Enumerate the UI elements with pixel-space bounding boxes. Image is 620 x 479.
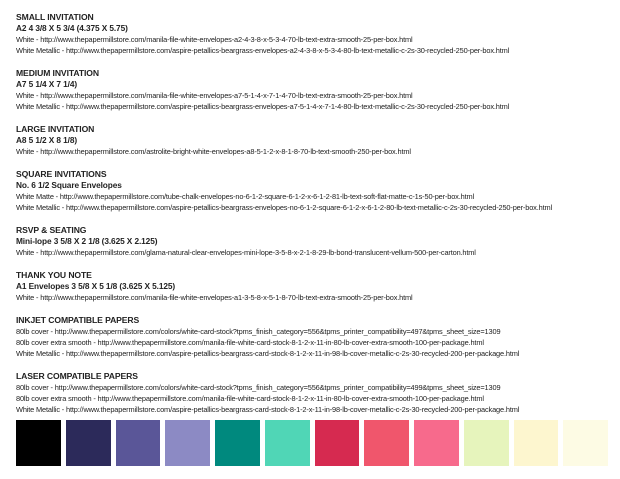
link-line[interactable]: 80lb cover - http://www.thepapermillstore.com/colors/white-card-stock?tpms_finish_category=556&tpms_printer_compatibility=497&tpms_sheet_size=1309 — [16, 327, 501, 336]
link-line[interactable]: White - http://www.thepapermillstore.com/manila-file-white-envelopes-a7-5-1-4-x-7-1-4-70-lb-text-extra-smooth-25-per-box.html — [16, 91, 413, 100]
link-line[interactable]: White Metallic - http://www.thepapermillstore.com/aspire-petallics-beargrass-card-stock-8-1-2-x-11-in-98-lb-cover-metallic-c-2s-30-recycled-200-per-package.html — [16, 405, 520, 414]
link-line[interactable]: White Matte - http://www.thepapermillstore.com/tube-chalk-envelopes-no-6-1-2-square-6-1-2-x-6-1-2-81-lb-text-soft-flat-matte-c-1s-50-per-box.html — [16, 192, 474, 201]
section-rsvp-seating — [16, 225, 612, 258]
section-medium-invitation — [16, 68, 612, 112]
link-line[interactable]: 80lb cover extra smooth - http://www.thepapermillstore.com/manila-file-white-card-stock-8-1-2-x-11-in-80-lb-cover-extra-smooth-100-per-package.html — [16, 338, 484, 347]
color-swatch-mint — [265, 420, 310, 466]
section-large-invitation — [16, 124, 612, 157]
color-swatch-pale-yellow — [514, 420, 559, 466]
link-line[interactable]: White - http://www.thepapermillstore.com/glama-natural-clear-envelopes-mini-lope-3-5-8-x-2-1-8-29-lb-bond-translucent-vellum-500-per-carton.html — [16, 248, 476, 257]
section-subheading: No. 6 1/2 Square Envelopes — [16, 180, 122, 190]
section-heading: RSVP & SEATING — [16, 225, 87, 235]
color-swatch-navy — [66, 420, 111, 466]
color-swatch-pink — [414, 420, 459, 466]
color-swatch-lavender — [165, 420, 210, 466]
section-subheading: Mini-lope 3 5/8 X 2 1/8 (3.625 X 2.125) — [16, 236, 158, 246]
link-line[interactable]: White Metallic - http://www.thepapermillstore.com/aspire-petallics-beargrass-envelopes-no-6-1-2-square-6-1-2-x-6-1-2-80-lb-text-metallic-c-2s-30-recycled-250-per-box.html — [16, 203, 552, 212]
color-swatch-coral — [364, 420, 409, 466]
section-square-invitations — [16, 169, 612, 213]
color-swatch-cream — [563, 420, 608, 466]
color-swatch-teal — [215, 420, 260, 466]
section-inkjet-papers — [16, 315, 612, 359]
section-heading: LARGE INVITATION — [16, 124, 95, 134]
color-swatch-pale-green — [464, 420, 509, 466]
section-subheading: A2 4 3/8 X 5 3/4 (4.375 X 5.75) — [16, 23, 128, 33]
link-line[interactable]: 80lb cover - http://www.thepapermillstore.com/colors/white-card-stock?tpms_finish_category=556&tpms_printer_compatibility=499&tpms_sheet_size=1309 — [16, 383, 501, 392]
section-heading: MEDIUM INVITATION — [16, 68, 99, 78]
section-heading: INKJET COMPATIBLE PAPERS — [16, 315, 140, 325]
link-line[interactable]: 80lb cover extra smooth - http://www.thepapermillstore.com/manila-file-white-card-stock-8-1-2-x-11-in-80-lb-cover-extra-smooth-100-per-package.html — [16, 394, 484, 403]
section-subheading: A8 5 1/2 X 8 1/8) — [16, 135, 78, 145]
link-line[interactable]: White - http://www.thepapermillstore.com/manila-file-white-envelopes-a2-4-3-8-x-5-3-4-70-lb-text-extra-smooth-25-per-box.html — [16, 35, 413, 44]
color-swatch-crimson — [315, 420, 360, 466]
color-swatch-row — [16, 420, 608, 466]
section-subheading: A7 5 1/4 X 7 1/4) — [16, 79, 78, 89]
link-line[interactable]: White Metallic - http://www.thepapermillstore.com/aspire-petallics-beargrass-card-stock-8-1-2-x-11-in-98-lb-cover-metallic-c-2s-30-recycled-200-per-package.html — [16, 349, 520, 358]
document-content — [16, 12, 612, 427]
link-line[interactable]: White Metallic - http://www.thepapermillstore.com/aspire-petallics-beargrass-envelopes-a2-4-3-8-x-5-3-4-80-lb-text-metallic-c-2s-30-recycled-250-per-box.html — [16, 46, 510, 55]
section-heading: SMALL INVITATION — [16, 12, 94, 22]
section-laser-papers — [16, 371, 612, 415]
link-line[interactable]: White - http://www.thepapermillstore.com/astrolite-bright-white-envelopes-a8-5-1-2-x-8-1-8-70-lb-text-smooth-250-per-box.html — [16, 147, 411, 156]
color-swatch-indigo — [116, 420, 161, 466]
section-subheading: A1 Envelopes 3 5/8 X 5 1/8 (3.625 X 5.125) — [16, 281, 176, 291]
section-thank-you-note — [16, 270, 612, 303]
section-small-invitation — [16, 12, 612, 56]
link-line[interactable]: White - http://www.thepapermillstore.com/manila-file-white-envelopes-a1-3-5-8-x-5-1-8-70-lb-text-extra-smooth-25-per-box.html — [16, 293, 413, 302]
section-heading: LASER COMPATIBLE PAPERS — [16, 371, 138, 381]
section-heading: SQUARE INVITATIONS — [16, 169, 107, 179]
section-heading: THANK YOU NOTE — [16, 270, 92, 280]
link-line[interactable]: White Metallic - http://www.thepapermillstore.com/aspire-petallics-beargrass-envelopes-a7-5-1-4-x-7-1-4-80-lb-text-metallic-c-2s-30-recycled-250-per-box.html — [16, 102, 510, 111]
color-swatch-black — [16, 420, 61, 466]
